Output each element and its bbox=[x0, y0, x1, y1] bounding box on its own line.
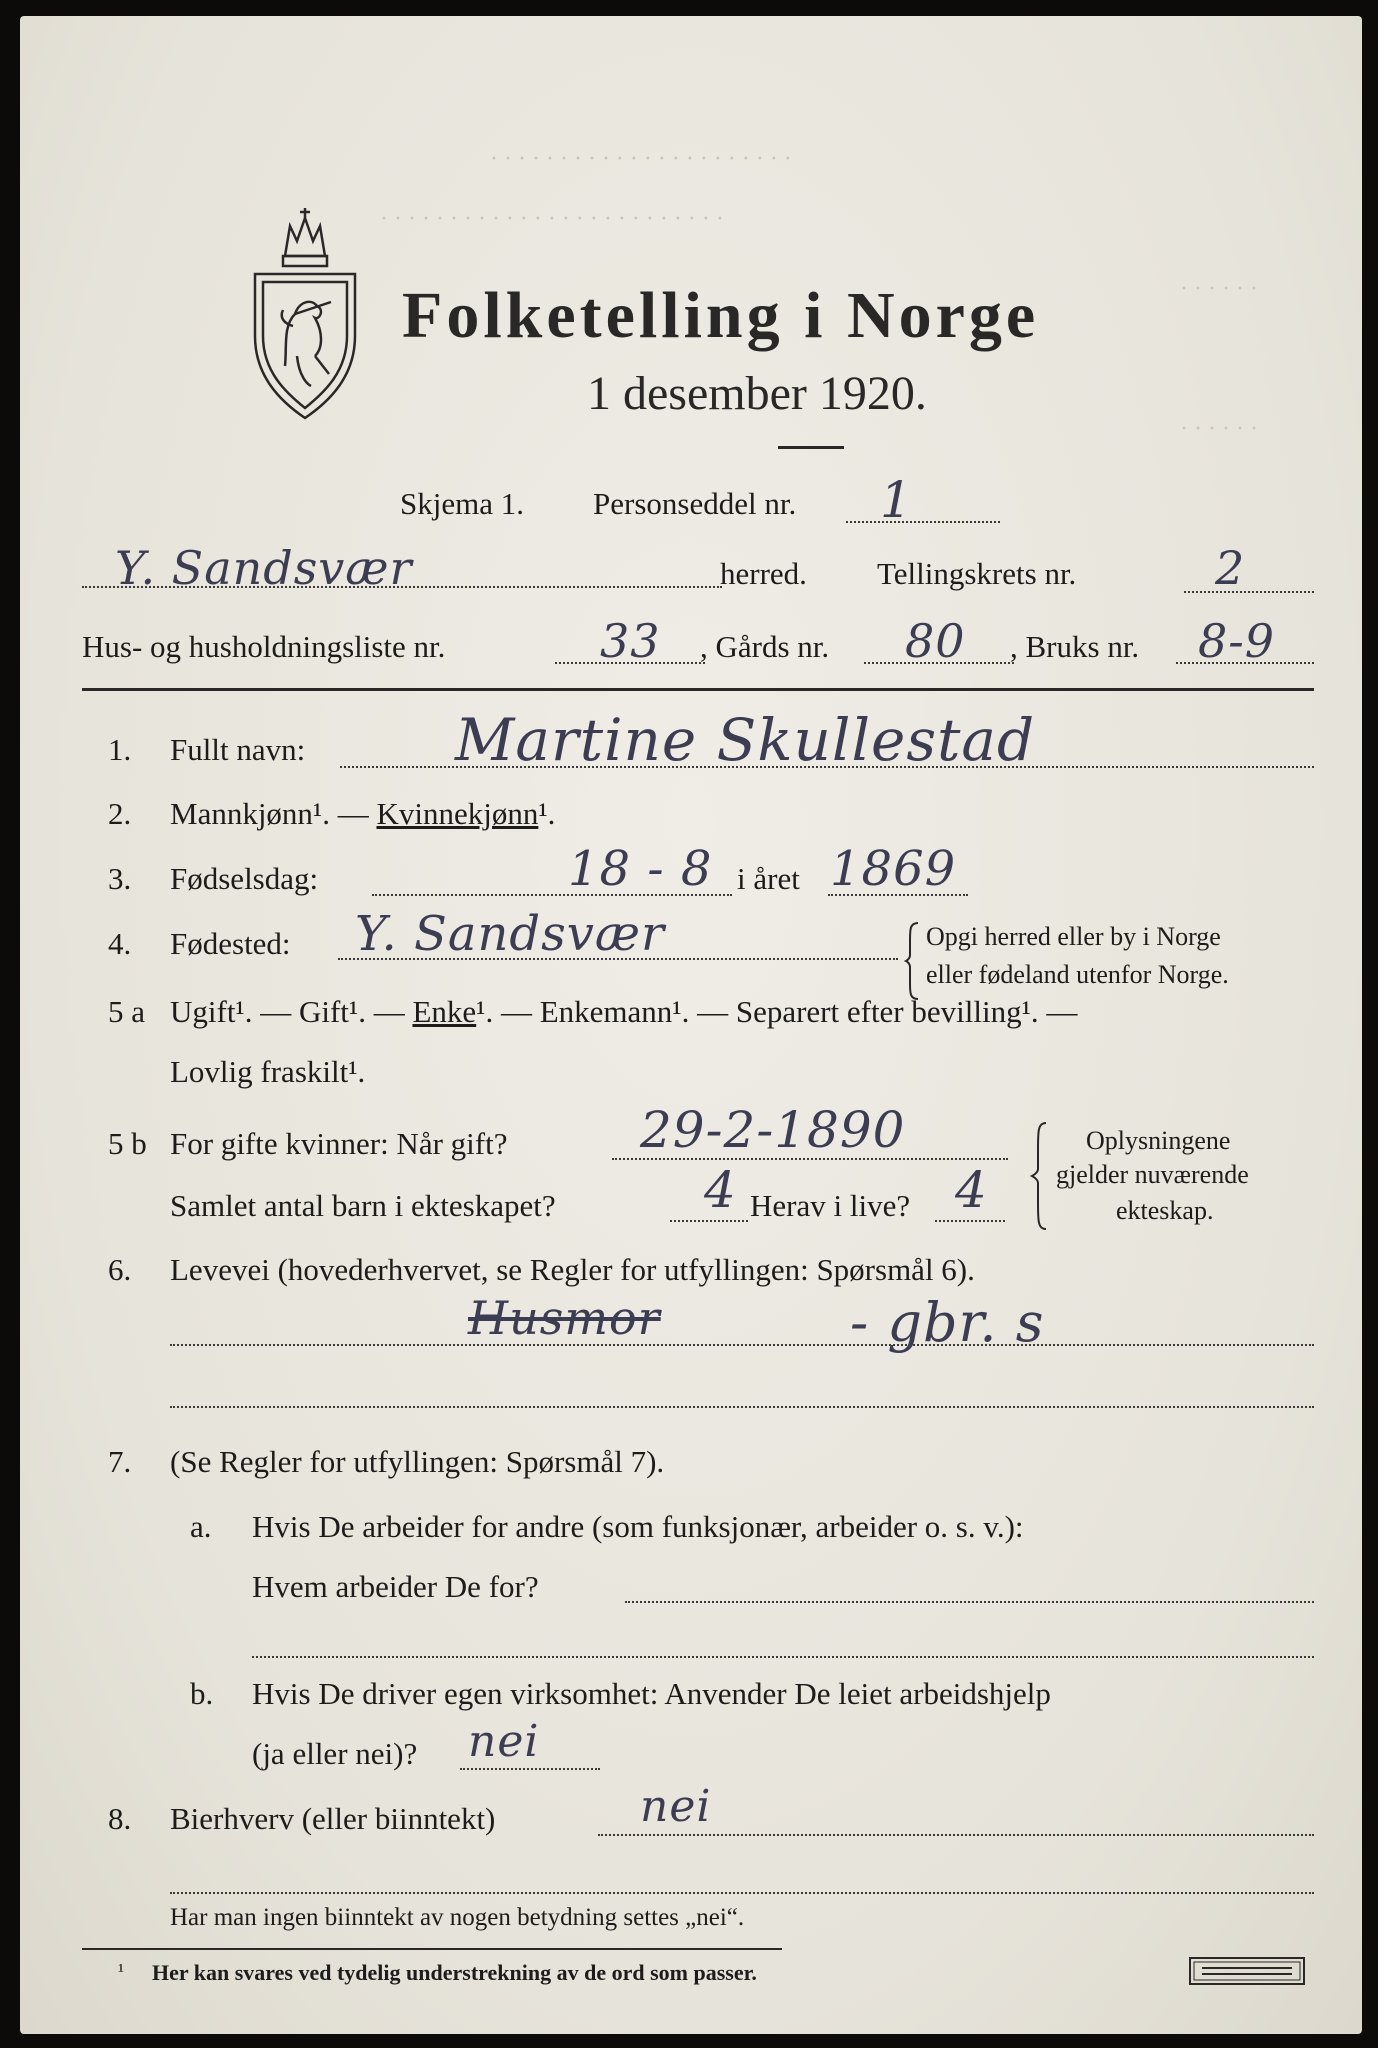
option-kvinnekjonn-footnote: ¹. bbox=[538, 796, 556, 831]
personseddel-value[interactable]: 1 bbox=[880, 471, 913, 529]
printer-stamp-icon bbox=[1188, 1956, 1306, 1986]
q7b-ja-nei-label: (ja eller nei)? bbox=[252, 1736, 418, 1771]
bruks-label: , Bruks nr. bbox=[1010, 629, 1140, 664]
option-ugift-gift[interactable]: Ugift¹. — Gift¹. — bbox=[170, 994, 405, 1029]
q2-number: 2. bbox=[108, 796, 132, 831]
footer-note: Har man ingen biinntekt av nogen betydning settes „nei“. bbox=[170, 1904, 745, 1931]
norwegian-coat-of-arms-icon bbox=[245, 206, 365, 426]
personseddel-line bbox=[846, 521, 1000, 523]
q7b-letter: b. bbox=[190, 1676, 214, 1711]
bruks-value[interactable]: 8-9 bbox=[1198, 614, 1276, 668]
tellingskrets-label: Tellingskrets nr. bbox=[877, 556, 1077, 591]
q8-label: Bierhverv (eller biinntekt) bbox=[170, 1801, 496, 1836]
gards-label: , Gårds nr. bbox=[700, 629, 830, 664]
gards-value[interactable]: 80 bbox=[905, 614, 966, 668]
q6-label: Levevei (hovederhvervet, se Regler for utfyllingen: Spørsmål 6). bbox=[170, 1252, 975, 1287]
bleed-through-text: · · · · · · bbox=[1180, 416, 1258, 442]
q8-line2 bbox=[170, 1892, 1314, 1894]
q5b-note-line2: gjelder nuværende bbox=[1056, 1160, 1249, 1189]
husliste-label: Hus- og husholdningsliste nr. bbox=[82, 629, 446, 664]
q4-label: Fødested: bbox=[170, 926, 291, 961]
tellingskrets-value[interactable]: 2 bbox=[1215, 541, 1246, 595]
barn-line bbox=[670, 1220, 748, 1222]
bleed-through-text: · · · · · · · · · · · · · · · · · · · · · · · · · bbox=[380, 206, 724, 232]
struck-occupation-value: Husmor bbox=[468, 1291, 661, 1345]
personseddel-label: Personseddel nr. bbox=[593, 486, 797, 521]
brace-icon bbox=[1030, 1121, 1048, 1231]
barn-label: Samlet antal barn i ekteskapet? bbox=[170, 1188, 556, 1223]
q7a-letter: a. bbox=[190, 1509, 212, 1544]
option-mannkjonn[interactable]: Mannkjønn¹. — bbox=[170, 796, 369, 831]
header-divider bbox=[82, 688, 1314, 691]
birthdate-value[interactable]: 18 - 8 bbox=[568, 841, 713, 897]
herred-label: herred. bbox=[720, 556, 807, 591]
option-kvinnekjonn[interactable]: Kvinnekjønn bbox=[376, 796, 539, 831]
q2-options bbox=[170, 796, 555, 832]
live-line bbox=[935, 1220, 1005, 1222]
children-alive-value[interactable]: 4 bbox=[955, 1161, 988, 1219]
q6-line1 bbox=[170, 1344, 1314, 1346]
q7a-hvem-label: Hvem arbeider De for? bbox=[252, 1569, 539, 1604]
bleed-through-text: · · · · · · · · · · · · · · · · · · · · · · bbox=[490, 146, 792, 172]
form-date: 1 desember 1920. bbox=[587, 367, 927, 420]
skjema-label: Skjema 1. bbox=[400, 486, 524, 521]
q4-number: 4. bbox=[108, 926, 132, 961]
q4-note-line2: eller fødeland utenfor Norge. bbox=[926, 960, 1229, 989]
q1-label: Fullt navn: bbox=[170, 732, 306, 767]
tellingskrets-line bbox=[1184, 591, 1314, 593]
footnote-text: Her kan svares ved tydelig understrekning av de ord som passer. bbox=[152, 1960, 757, 1985]
footnote-mark: ¹ bbox=[118, 1960, 124, 1982]
option-enke[interactable]: Enke bbox=[412, 994, 477, 1029]
title-divider bbox=[778, 446, 844, 449]
birth-year-value[interactable]: 1869 bbox=[830, 841, 957, 897]
q6-number: 6. bbox=[108, 1252, 132, 1287]
q5b-label: For gifte kvinner: Når gift? bbox=[170, 1126, 508, 1161]
q8-line bbox=[598, 1834, 1314, 1836]
q8-number: 8. bbox=[108, 1801, 132, 1836]
q5b-note-line3: ekteskap. bbox=[1116, 1196, 1214, 1225]
bleed-through-text: · · · · · · bbox=[1180, 276, 1258, 302]
q7-label: (Se Regler for utfyllingen: Spørsmål 7). bbox=[170, 1444, 665, 1479]
herred-value[interactable]: Y. Sandsvær bbox=[115, 541, 413, 595]
option-rest[interactable]: ¹. — Enkemann¹. — Separert efter bevilling¹. — bbox=[476, 994, 1078, 1029]
ja-nei-line bbox=[460, 1768, 600, 1770]
q7-number: 7. bbox=[108, 1444, 132, 1479]
arbeidshjelp-value[interactable]: nei bbox=[468, 1716, 540, 1767]
live-label: Herav i live? bbox=[750, 1188, 911, 1223]
hvem-line[interactable] bbox=[625, 1601, 1314, 1603]
q3-number: 3. bbox=[108, 861, 132, 896]
children-total-value[interactable]: 4 bbox=[704, 1161, 737, 1219]
q5b-number: 5 b bbox=[108, 1126, 147, 1161]
birthplace-value[interactable]: Y. Sandsvær bbox=[355, 906, 665, 962]
q3-label: Fødselsdag: bbox=[170, 861, 319, 896]
full-name-value[interactable]: Martine Skullestad bbox=[455, 706, 1036, 774]
brace-icon bbox=[904, 921, 920, 1001]
q6-line2 bbox=[170, 1406, 1314, 1408]
q7a-text: Hvis De arbeider for andre (som funksjonær, arbeider o. s. v.): bbox=[252, 1509, 1024, 1544]
hvem-line2[interactable] bbox=[252, 1656, 1314, 1658]
option-lovlig-fraskilt[interactable]: Lovlig fraskilt¹. bbox=[170, 1054, 366, 1089]
q4-note-line1: Opgi herred eller by i Norge bbox=[926, 922, 1221, 951]
q5a-options bbox=[170, 994, 1077, 1030]
q5a-number: 5 a bbox=[108, 994, 146, 1029]
bierhverv-value[interactable]: nei bbox=[640, 1781, 712, 1832]
marriage-date-value[interactable]: 29-2-1890 bbox=[640, 1101, 906, 1159]
census-form bbox=[20, 16, 1362, 2034]
q1-number: 1. bbox=[108, 732, 132, 767]
q7b-text: Hvis De driver egen virksomhet: Anvender De leiet arbeidshjelp bbox=[252, 1676, 1051, 1711]
form-title: Folketelling i Norge bbox=[402, 279, 1040, 352]
footnote-divider bbox=[82, 1948, 782, 1950]
q5b-note-line1: Oplysningene bbox=[1086, 1126, 1231, 1155]
occupation-value[interactable]: - gbr. s bbox=[850, 1291, 1045, 1354]
husliste-value[interactable]: 33 bbox=[600, 614, 661, 668]
aaret-label: i året bbox=[737, 861, 800, 896]
